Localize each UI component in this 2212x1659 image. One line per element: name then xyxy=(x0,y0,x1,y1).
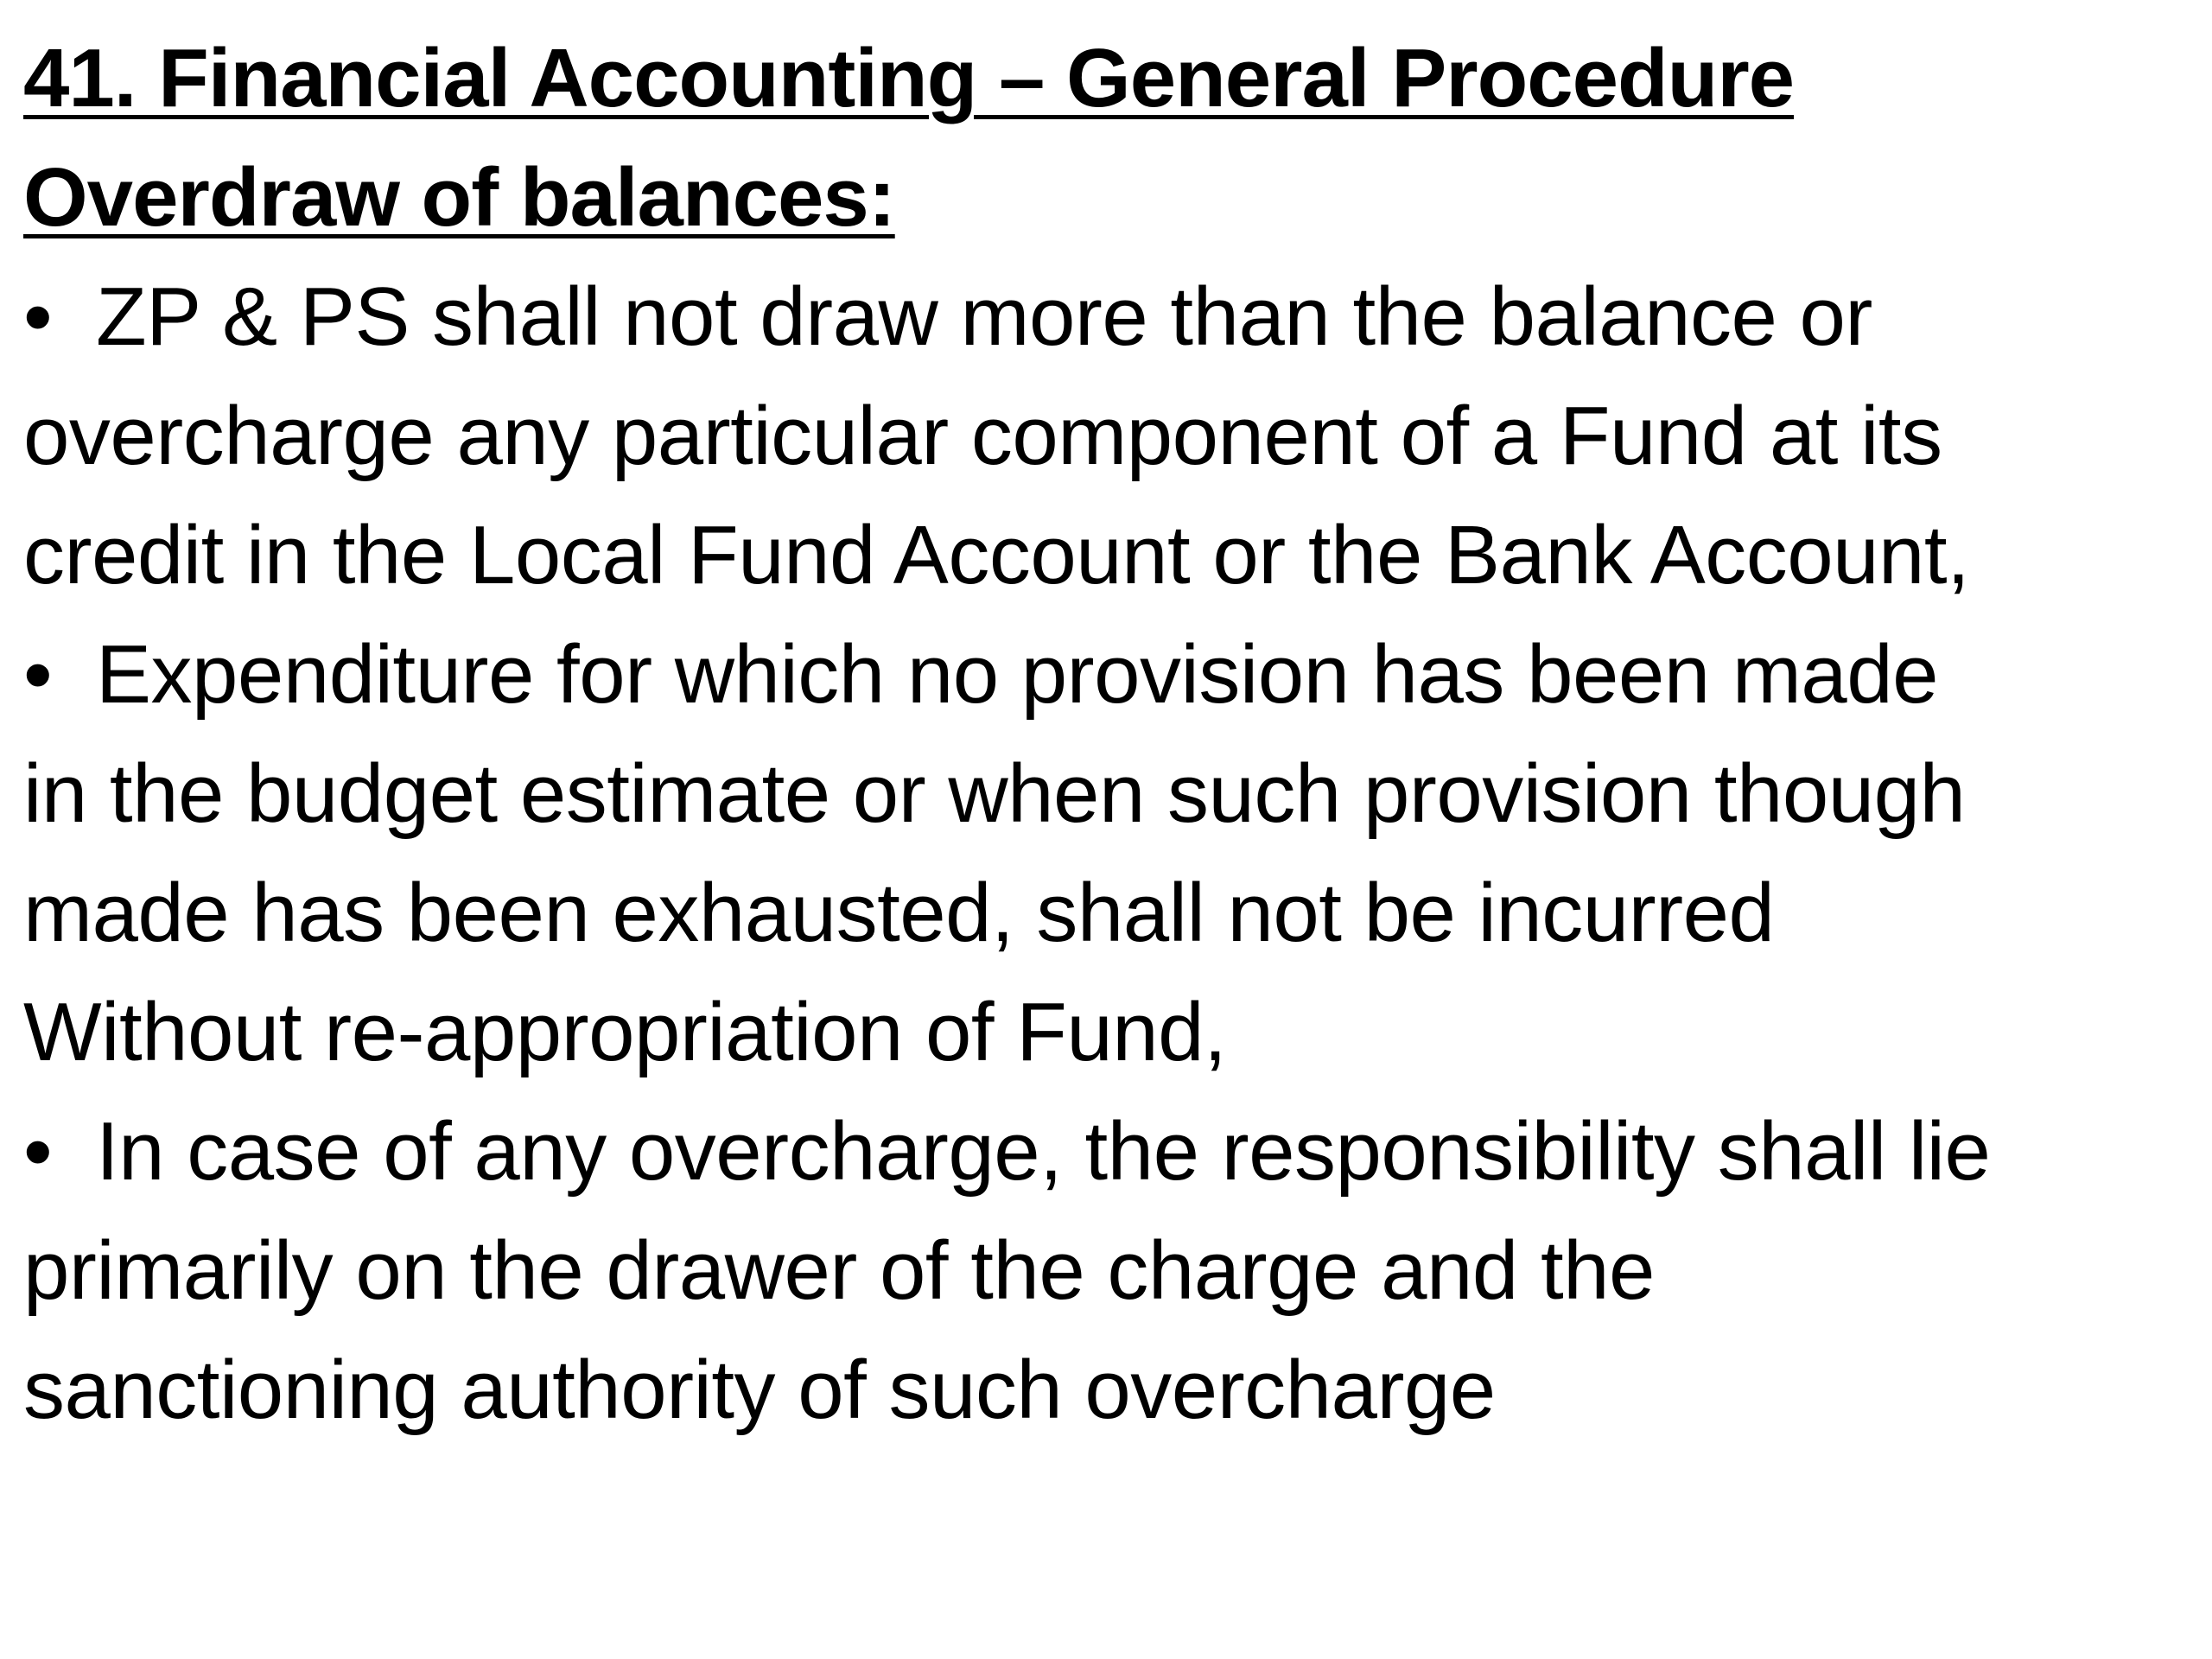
bullet-line xyxy=(23,615,2201,734)
bullet-line: sanctioning authority of such overcharge xyxy=(23,1344,1496,1436)
bullet-icon: • xyxy=(23,270,53,363)
bullet-icon: • xyxy=(23,628,53,721)
bullet-line xyxy=(23,1092,2201,1211)
bullet-line: overcharge any particular component of a Fund at its xyxy=(23,390,1942,482)
bullet-line: primarily on the drawer of the charge and the xyxy=(23,1224,1655,1317)
bullet-line: in the budget estimate or when such provision though xyxy=(23,747,1966,840)
bullet-item xyxy=(23,615,2201,1092)
bullet-text: Expenditure for which no provision has been made xyxy=(96,628,1938,721)
bullet-text: ZP & PS shall not draw more than the balance or xyxy=(96,270,1872,363)
bullet-item xyxy=(23,1092,2201,1450)
bullet-line: Without re-appropriation of Fund, xyxy=(23,986,1227,1078)
bullet-line: made has been exhausted, shall not be incurred xyxy=(23,867,1775,959)
bullet-icon: • xyxy=(23,1105,53,1198)
bullet-text: In case of any overcharge, the responsibility shall lie xyxy=(96,1105,1991,1198)
bullet-item xyxy=(23,257,2201,615)
bullet-line: credit in the Local Fund Account or the Bank Account, xyxy=(23,509,1970,601)
bullet-line xyxy=(23,257,2201,377)
slide-title: 41. Financial Accounting – General Procedure xyxy=(23,32,1795,124)
section-heading: Overdraw of balances: xyxy=(23,151,895,244)
slide-content xyxy=(23,19,2201,1450)
